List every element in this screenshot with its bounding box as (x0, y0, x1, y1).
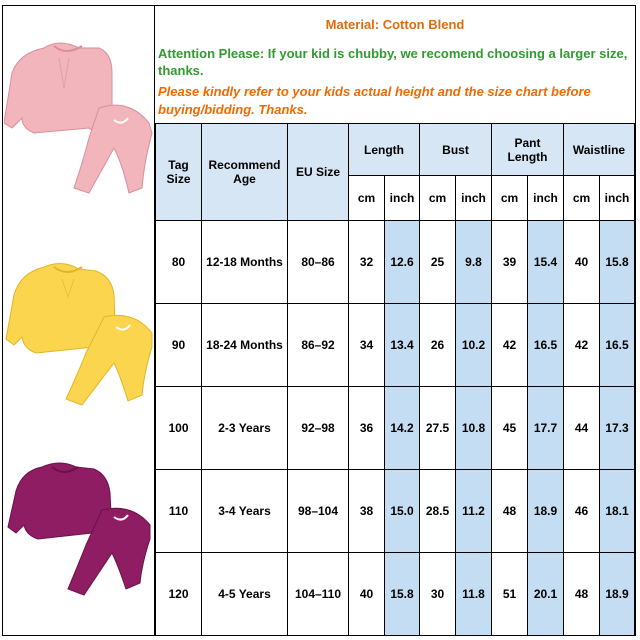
unit-inch: inch (385, 176, 420, 221)
bust-cm-cell: 25 (420, 221, 456, 304)
material-note: Material: Cotton Blend (325, 17, 465, 32)
tag-size-cell: 100 (156, 387, 202, 470)
table-row (156, 304, 635, 387)
header-recommend-age: Recommend Age (202, 124, 288, 221)
length-cm-cell: 32 (349, 221, 385, 304)
pant-inch-cell: 16.5 (528, 304, 564, 387)
size-reference-note: Please kindly refer to your kids actual height and the size chart before buying/bidding. Thanks. (158, 84, 591, 117)
eu-size-cell: 80–86 (288, 221, 349, 304)
pant-cm-cell: 51 (492, 553, 528, 636)
bust-cm-cell: 26 (420, 304, 456, 387)
waist-cm-cell: 48 (564, 553, 600, 636)
waist-cm-cell: 40 (564, 221, 600, 304)
eu-size-cell: 98–104 (288, 470, 349, 553)
length-inch-cell: 14.2 (385, 387, 420, 470)
waist-inch-cell: 18.9 (600, 553, 635, 636)
eu-size-cell: 86–92 (288, 304, 349, 387)
bust-cm-cell: 27.5 (420, 387, 456, 470)
waist-inch-cell: 18.1 (600, 470, 635, 553)
eu-size-cell: 92–98 (288, 387, 349, 470)
purple-outfit-image (4, 455, 154, 605)
pant-inch-cell: 18.9 (528, 470, 564, 553)
unit-cm: cm (420, 176, 456, 221)
eu-size-cell: 104–110 (288, 553, 349, 636)
unit-cm: cm (492, 176, 528, 221)
age-cell: 12-18 Months (202, 221, 288, 304)
bust-inch-cell: 10.8 (456, 387, 492, 470)
size-chart-table (155, 123, 635, 636)
waist-cm-cell: 44 (564, 387, 600, 470)
bust-cm-cell: 28.5 (420, 470, 456, 553)
table-row (156, 553, 635, 636)
pant-inch-cell: 15.4 (528, 221, 564, 304)
age-cell: 18-24 Months (202, 304, 288, 387)
bust-inch-cell: 11.2 (456, 470, 492, 553)
table-row (156, 387, 635, 470)
bust-inch-cell: 10.2 (456, 304, 492, 387)
unit-inch: inch (456, 176, 492, 221)
waist-inch-cell: 17.3 (600, 387, 635, 470)
length-inch-cell: 15.0 (385, 470, 420, 553)
unit-cm: cm (564, 176, 600, 221)
pant-cm-cell: 39 (492, 221, 528, 304)
waist-cm-cell: 42 (564, 304, 600, 387)
length-cm-cell: 38 (349, 470, 385, 553)
yellow-outfit-image (4, 255, 154, 425)
length-cm-cell: 34 (349, 304, 385, 387)
header-eu-size: EU Size (288, 124, 349, 221)
table-row (156, 221, 635, 304)
pant-cm-cell: 48 (492, 470, 528, 553)
tag-size-cell: 80 (156, 221, 202, 304)
tag-size-cell: 120 (156, 553, 202, 636)
unit-inch: inch (600, 176, 635, 221)
table-header-row (156, 124, 635, 176)
bust-inch-cell: 11.8 (456, 553, 492, 636)
pant-inch-cell: 20.1 (528, 553, 564, 636)
age-cell: 3-4 Years (202, 470, 288, 553)
tag-size-cell: 110 (156, 470, 202, 553)
length-inch-cell: 15.8 (385, 553, 420, 636)
length-cm-cell: 40 (349, 553, 385, 636)
table-row (156, 470, 635, 553)
pant-cm-cell: 42 (492, 304, 528, 387)
pant-inch-cell: 17.7 (528, 387, 564, 470)
waist-cm-cell: 46 (564, 470, 600, 553)
waist-inch-cell: 15.8 (600, 221, 635, 304)
pant-cm-cell: 45 (492, 387, 528, 470)
bust-cm-cell: 30 (420, 553, 456, 636)
length-inch-cell: 13.4 (385, 304, 420, 387)
unit-inch: inch (528, 176, 564, 221)
bust-inch-cell: 9.8 (456, 221, 492, 304)
header-bust: Bust (420, 124, 492, 176)
header-tag-size: Tag Size (156, 124, 202, 221)
pink-outfit-image (4, 28, 154, 203)
header-waistline: Waistline (564, 124, 635, 176)
header-length: Length (349, 124, 420, 176)
attention-note: Attention Please: If your kid is chubby, we recomend choosing a larger size, thanks. (158, 46, 628, 78)
age-cell: 4-5 Years (202, 553, 288, 636)
length-inch-cell: 12.6 (385, 221, 420, 304)
waist-inch-cell: 16.5 (600, 304, 635, 387)
header-pant-length: Pant Length (492, 124, 564, 176)
age-cell: 2-3 Years (202, 387, 288, 470)
tag-size-cell: 90 (156, 304, 202, 387)
length-cm-cell: 36 (349, 387, 385, 470)
unit-cm: cm (349, 176, 385, 221)
